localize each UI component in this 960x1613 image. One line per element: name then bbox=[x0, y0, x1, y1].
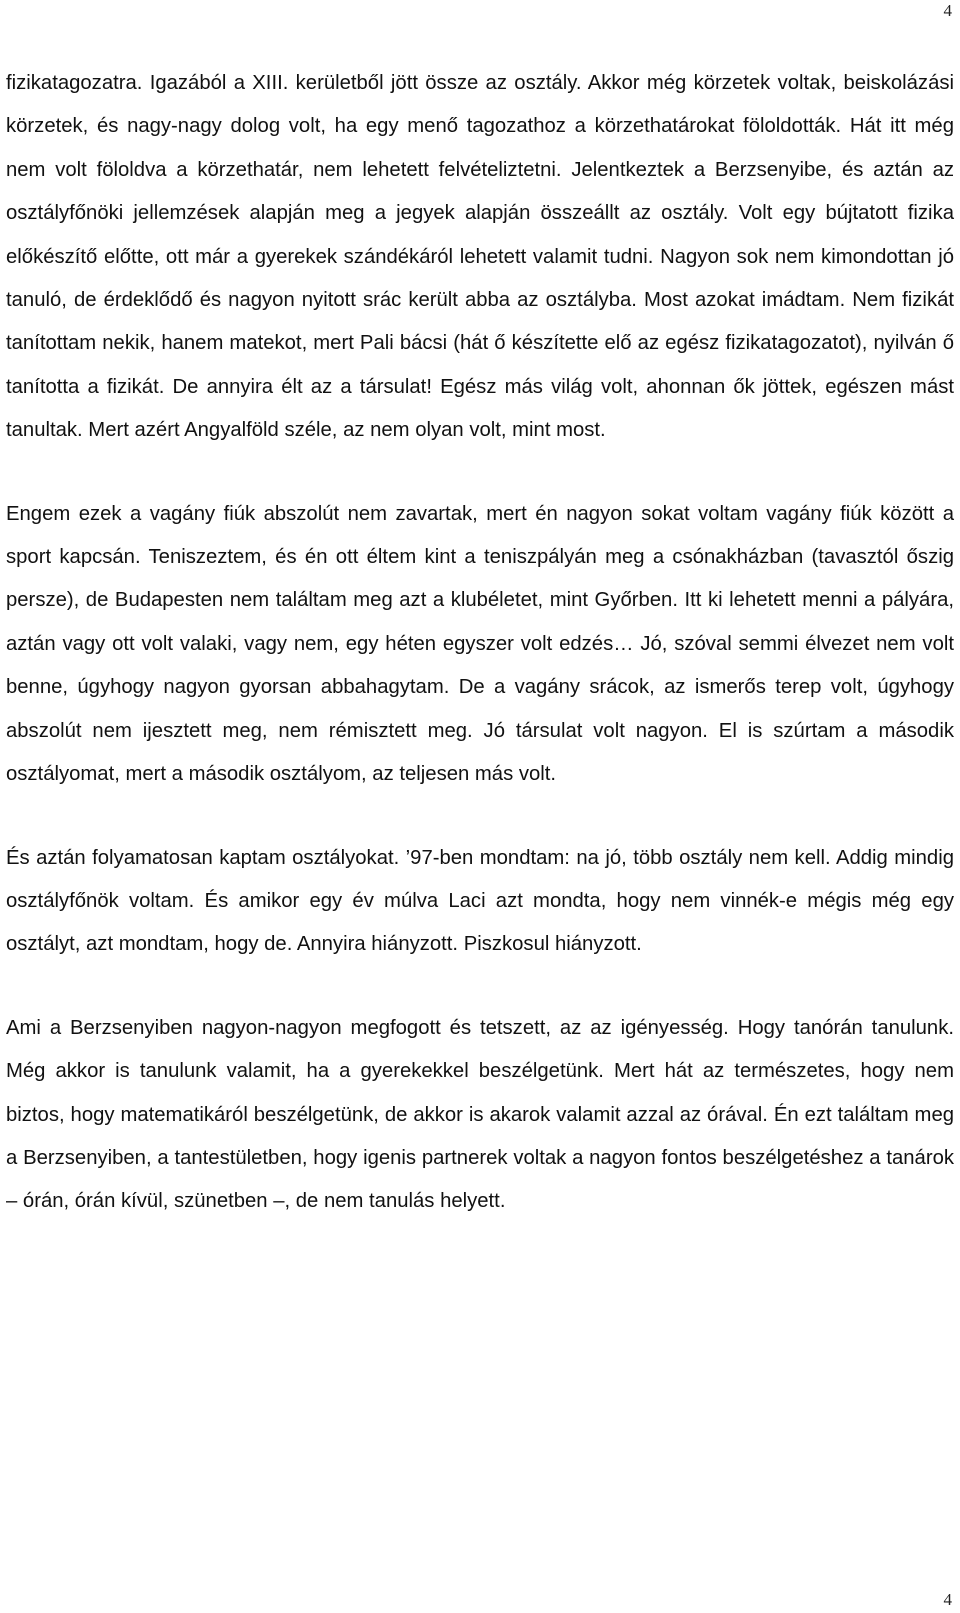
page-number-bottom: 4 bbox=[943, 1590, 952, 1609]
paragraph-3: És aztán folyamatosan kaptam osztályokat. ’97-ben mondtam: na jó, több osztály nem kell. Addig mindig osztályfőnök voltam. És amikor egy év múlva Laci azt mondta, hogy nem vinnék-e mégis még egy osztályt, azt mondtam, hogy de. Annyira hiányzott. Piszkosul hiányzott. bbox=[6, 846, 954, 956]
paragraph-2: Engem ezek a vagány fiúk abszolút nem zavartak, mert én nagyon sokat voltam vagány fiúk között a sport kapcsán. Teniszeztem, és én ott éltem kint a teniszpályán meg a csónakházban (tavasztól őszig persze), de Budapesten nem találtam meg azt a klubéletet, mint Győrben. Itt ki lehetett menni a pályára, aztán vagy ott volt valaki, vagy nem, egy héten egyszer volt edzés… Jó, szóval semmi élvezet nem volt benne, úgyhogy nagyon gyorsan abbahagytam. De a vagány srácok, az ismerős terep volt, úgyhogy abszolút nem ijesztett meg, nem rémisztett meg. Jó társulat volt nagyon. El is szúrtam a második osztályomat, mert a második osztályom, az teljesen más volt. bbox=[6, 502, 954, 786]
document-body bbox=[6, 62, 954, 1224]
paragraph-4: Ami a Berzsenyiben nagyon-nagyon megfogott és tetszett, az az igényesség. Hogy tanórán tanulunk. Még akkor is tanulunk valamit, ha a gyerekekkel beszélgetünk. Mert hát az természetes, hogy nem biztos, hogy matematikáról beszélgetünk, de akkor is akarok valamit azzal az órával. Én ezt találtam meg a Berzsenyiben, a tantestületben, hogy igenis partnerek voltak a nagyon fontos beszélgetéshez a tanárok – órán, órán kívül, szünetben –, de nem tanulás helyett. bbox=[6, 1016, 954, 1213]
page-number-top: 4 bbox=[943, 1, 952, 20]
paragraph-1: fizikatagozatra. Igazából a XIII. kerületből jött össze az osztály. Akkor még körzetek voltak, beiskolázási körzetek, és nagy-nagy dolog volt, ha egy menő tagozathoz a körzethatárokat föloldották. Hát itt még nem volt föloldva a körzethatár, nem lehetett felvételiztetni. Jelentkeztek a Berzsenyibe, és aztán az osztályfőnöki jellemzések alapján meg a jegyek alapján összeállt az osztály. Volt egy bújtatott fizika előkészítő előtte, ott már a gyerekek szándékáról lehetett valamit tudni. Nagyon sok nem kimondottan jó tanuló, de érdeklődő és nagyon nyitott srác került abba az osztályba. Most azokat imádtam. Nem fizikát tanítottam nekik, hanem matekot, mert Pali bácsi (hát ő készítette elő az egész fizikatagozatot), nyilván ő tanította a fizikát. De annyira élt az a társulat! Egész más világ volt, ahonnan ők jöttek, egészen mást tanultak. Mert azért Angyalföld széle, az nem olyan volt, mint most. bbox=[6, 72, 954, 442]
